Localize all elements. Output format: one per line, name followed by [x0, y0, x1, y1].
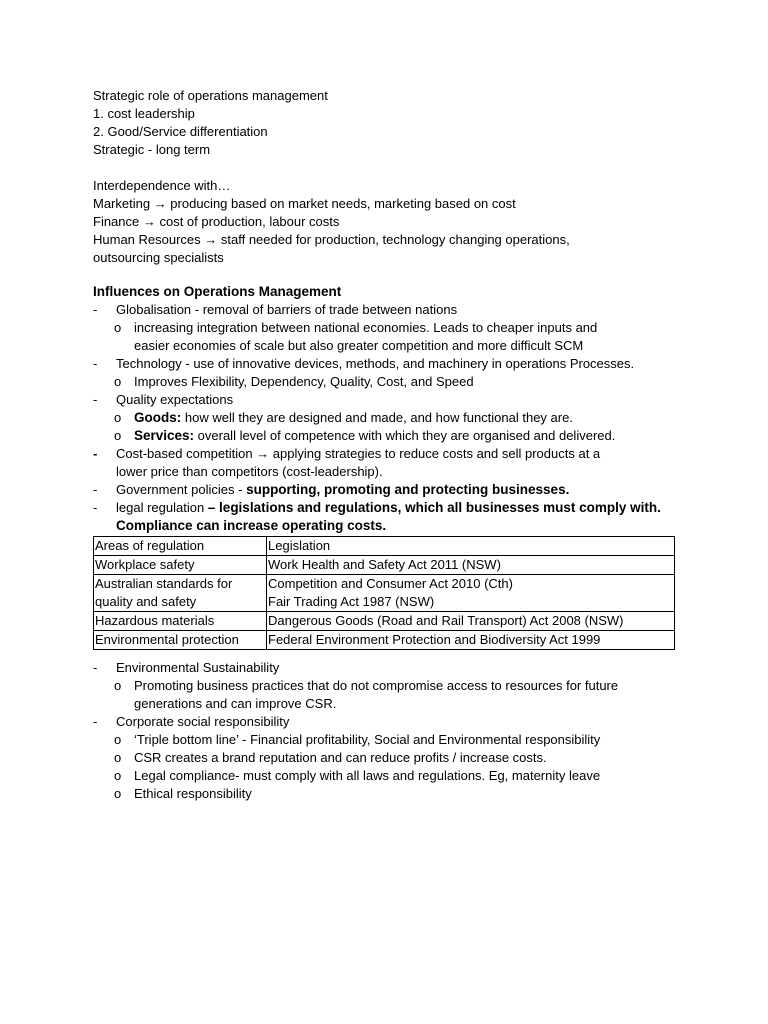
- dash-marker: -: [93, 660, 98, 675]
- sub-bullet-marker: o: [114, 750, 122, 765]
- sub-bullet-marker: o: [114, 786, 122, 801]
- interdependence-finance: Finance → cost of production, labour costs: [93, 214, 340, 229]
- list-item-legal-cont: Compliance can increase operating costs.: [116, 518, 387, 533]
- intro-strategic: Strategic - long term: [93, 142, 211, 157]
- table-cell-area: Australian standards for quality and safety: [94, 575, 267, 612]
- sub-item-goods: [93, 409, 693, 427]
- dash-marker: -: [93, 714, 98, 729]
- dash-marker: -: [93, 392, 98, 407]
- sustainability-section: [93, 659, 693, 803]
- table-row: [94, 556, 675, 575]
- table-row: [94, 631, 675, 650]
- list-item-environment: - Environmental Sustainability: [93, 660, 280, 675]
- bold-dash-marker: -: [93, 446, 98, 461]
- list-item-technology: - Technology - use of innovative devices, methods, and machinery in operations Processes.: [93, 356, 635, 371]
- table-cell-area: Environmental protection: [94, 631, 267, 650]
- dash-marker: -: [93, 356, 98, 371]
- intro-item-2: 2. Good/Service differentiation: [93, 124, 268, 139]
- sub-item-services: [93, 427, 693, 445]
- sub-bullet-marker: o: [114, 320, 122, 335]
- sub-item-csr-2: o CSR creates a brand reputation and can reduce profits / increase costs.: [114, 750, 547, 765]
- influences-section: [93, 283, 693, 535]
- sub-bullet-marker: o: [114, 410, 122, 425]
- goods-text: how well they are designed and made, and how functional they are.: [181, 410, 573, 425]
- dash-marker: -: [93, 482, 98, 497]
- table-cell-area: Workplace safety: [94, 556, 267, 575]
- legal-prefix: legal regulation: [116, 500, 208, 515]
- sub-item-globalisation-1-cont: easier economies of scale but also greater competition and more difficult SCM: [134, 338, 584, 353]
- sub-item-csr-1: o ‘Triple bottom line’ - Financial profitability, Social and Environmental responsibility: [114, 732, 601, 747]
- sub-item-technology-1: o Improves Flexibility, Dependency, Quality, Cost, and Speed: [114, 374, 474, 389]
- sub-item-globalisation-1: o increasing integration between national economies. Leads to cheaper inputs and: [114, 320, 598, 335]
- list-item-quality: - Quality expectations: [93, 392, 234, 407]
- table-row: [94, 612, 675, 631]
- sub-bullet-marker: o: [114, 374, 122, 389]
- table-row: [94, 575, 675, 612]
- list-item-government: [93, 481, 693, 499]
- table-header-cell: Areas of regulation: [94, 537, 267, 556]
- table-cell-law: Work Health and Safety Act 2011 (NSW): [267, 556, 675, 575]
- list-item-globalisation: - Globalisation - removal of barriers of trade between nations: [93, 302, 458, 317]
- table-header-row: [94, 537, 675, 556]
- list-item-csr: - Corporate social responsibility: [93, 714, 290, 729]
- regulation-table: [93, 536, 675, 650]
- sub-bullet-marker: o: [114, 732, 122, 747]
- sub-item-csr-4: o Ethical responsibility: [114, 786, 252, 801]
- interdependence-section: [93, 177, 693, 267]
- gov-bold: supporting, promoting and protecting businesses.: [246, 482, 570, 497]
- table-cell-area: Hazardous materials: [94, 612, 267, 631]
- services-text: overall level of competence with which they are organised and delivered.: [194, 428, 616, 443]
- intro-item-1: 1. cost leadership: [93, 106, 195, 121]
- interdependence-heading: Interdependence with…: [93, 178, 231, 193]
- sub-item-environment-1: o Promoting business practices that do not compromise access to resources for future: [114, 678, 619, 693]
- intro-section: [93, 87, 693, 159]
- sub-bullet-marker: o: [114, 428, 122, 443]
- interdependence-hr-line1: Human Resources → staff needed for production, technology changing operations,: [93, 232, 570, 247]
- table-cell-law: Federal Environment Protection and Biodiversity Act 1999: [267, 631, 675, 650]
- sub-bullet-marker: o: [114, 678, 122, 693]
- sub-bullet-marker: o: [114, 768, 122, 783]
- gov-prefix: Government policies -: [116, 482, 247, 497]
- intro-title: Strategic role of operations management: [93, 88, 328, 103]
- sub-item-environment-1-cont: generations and can improve CSR.: [134, 696, 337, 711]
- legal-bold: – legislations and regulations, which all businesses must comply with.: [207, 500, 661, 515]
- goods-label: Goods:: [134, 410, 182, 425]
- dash-marker: -: [93, 302, 98, 317]
- services-label: Services:: [134, 428, 195, 443]
- dash-marker: -: [93, 500, 98, 515]
- table-cell-law: Competition and Consumer Act 2010 (Cth) Fair Trading Act 1987 (NSW): [267, 575, 675, 612]
- sub-item-csr-3: o Legal compliance- must comply with all laws and regulations. Eg, maternity leave: [114, 768, 601, 783]
- interdependence-hr-line2: outsourcing specialists: [93, 250, 224, 265]
- table-header-cell: Legislation: [267, 537, 675, 556]
- table-cell-law: Dangerous Goods (Road and Rail Transport) Act 2008 (NSW): [267, 612, 675, 631]
- list-item-legal: [93, 499, 693, 517]
- influences-heading: Influences on Operations Management: [93, 284, 342, 299]
- list-item-cost-competition: - Cost-based competition → applying strategies to reduce costs and sell products at a: [93, 446, 601, 461]
- interdependence-marketing: Marketing → producing based on market needs, marketing based on cost: [93, 196, 516, 211]
- list-item-cost-competition-cont: lower price than competitors (cost-leadership).: [116, 464, 383, 479]
